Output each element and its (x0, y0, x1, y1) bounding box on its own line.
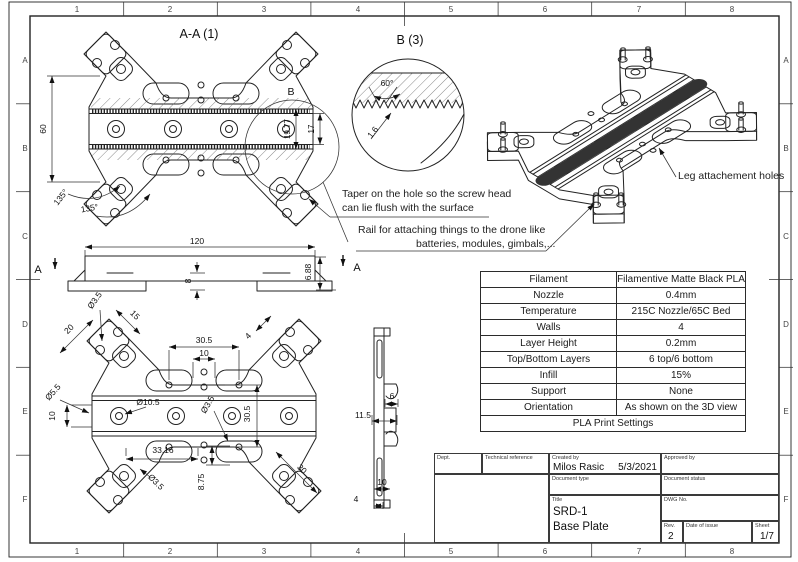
table-row (481, 400, 746, 416)
table-footer: PLA Print Settings (481, 416, 746, 432)
zone-row-right: B (783, 144, 789, 153)
zone-col-top: 3 (261, 5, 267, 14)
document-status-label: Document status (664, 476, 706, 482)
setting-label: Temperature (481, 304, 617, 320)
setting-value: None (617, 384, 746, 400)
dim-height: 60 (38, 124, 48, 134)
dim-clip-gap: 6 (389, 391, 395, 401)
setting-value: 0.4mm (617, 288, 746, 304)
titleblock-empty-cell (434, 474, 549, 543)
tech-ref-label: Technical reference (485, 455, 533, 461)
dim-arm-right: 4 (242, 330, 254, 342)
dim-rail-offset: 10 (47, 411, 57, 421)
setting-value: As shown on the 3D view (617, 400, 746, 416)
zone-col-bottom: 4 (355, 547, 361, 556)
table-row (481, 368, 746, 384)
zone-row-left: F (22, 495, 28, 504)
date-of-issue-label: Date of issue (686, 523, 719, 529)
section-marker-a-right: A (353, 262, 361, 274)
rev-label: Rev. (664, 523, 675, 529)
zone-col-top: 4 (355, 5, 361, 14)
setting-value: 215C Nozzle/65C Bed (617, 304, 746, 320)
titleblock-techref-cell (482, 453, 549, 474)
table-footer-row (481, 416, 746, 432)
dim-hole-offset: 8.75 (196, 473, 206, 491)
view-isometric (472, 41, 772, 233)
dim-angle-bottom: 135° (79, 201, 100, 215)
dim-rail-inner: 17 (307, 124, 316, 134)
titleblock-doctype-cell (549, 474, 661, 495)
dept-label: Dept. (437, 455, 451, 461)
dwg-no-label: DWG No. (664, 497, 688, 503)
view-title: B (3) (396, 33, 424, 47)
view-profile (354, 328, 398, 509)
zone-row-right: C (783, 232, 789, 241)
view-side (34, 236, 361, 300)
document-type-label: Document type (552, 476, 589, 482)
table-row (481, 352, 746, 368)
view-detail-b (350, 33, 466, 171)
zone-col-bottom: 2 (167, 547, 173, 556)
dim-hole-top: Ø3.5 (85, 289, 104, 311)
titleblock-rev-cell (661, 521, 683, 543)
setting-label: Top/Bottom Layers (481, 352, 617, 368)
titleblock-sheet-cell (752, 521, 779, 543)
zone-col-bottom: 3 (261, 547, 267, 556)
zone-row-right: F (783, 495, 789, 504)
zone-col-bottom: 8 (729, 547, 735, 556)
dim-foot: 10 (377, 477, 387, 487)
titleblock-dwg-cell (661, 495, 779, 521)
note-rail-line1: Rail for attaching things to the drone like (358, 224, 546, 236)
setting-value: 6 top/6 bottom (617, 352, 746, 368)
zone-col-bottom: 7 (636, 547, 642, 556)
dim-rail-outer: 19.77 (283, 118, 292, 140)
setting-label: Filament (481, 272, 617, 288)
dim-clip-width: 11.5 (355, 410, 371, 420)
view-plan (43, 290, 321, 513)
created-by-label: Created by (552, 455, 579, 461)
setting-label: Walls (481, 320, 617, 336)
zone-col-bottom: 5 (448, 547, 454, 556)
approved-by-label: Approved by (664, 455, 695, 461)
table-row (481, 304, 746, 320)
setting-value: 4 (617, 320, 746, 336)
zone-col-top: 8 (729, 5, 735, 14)
zone-col-top: 2 (167, 5, 173, 14)
zone-row-left: D (22, 320, 28, 329)
print-settings-table (480, 271, 746, 432)
setting-label: Orientation (481, 400, 617, 416)
setting-label: Support (481, 384, 617, 400)
view-title: A-A (1) (179, 27, 219, 41)
zone-row-left: C (22, 232, 28, 241)
dim-rail-hole: Ø5.5 (42, 381, 63, 403)
section-hatch-top (91, 98, 311, 109)
dim-arm-br: 30 (295, 461, 310, 476)
setting-label: Infill (481, 368, 617, 384)
dim-tooth-depth: 1.6 (365, 124, 381, 140)
detail-b-label: B (287, 86, 295, 98)
dim-hole-bottom: Ø3.5 (146, 471, 167, 492)
dim-slot-width: 33.16 (152, 445, 174, 455)
drawing-title-line1: SRD-1 (553, 506, 588, 518)
dim-slot-vspan: 30.5 (242, 405, 252, 423)
zone-row-left: A (22, 56, 28, 65)
dim-base: 8 (183, 278, 193, 284)
titleblock-created-cell (549, 453, 661, 474)
dim-wall: 4 (353, 494, 359, 504)
table-row (481, 384, 746, 400)
dim-arm-outer: 20 (61, 321, 76, 336)
table-row (481, 336, 746, 352)
view-section-aa (38, 27, 348, 242)
setting-label: Nozzle (481, 288, 617, 304)
dim-hole-mid: Ø3.5 (198, 394, 217, 415)
titleblock-title-cell (549, 495, 661, 543)
rev-value: 2 (668, 531, 674, 542)
section-hatch-bottom (91, 149, 311, 160)
zone-col-top: 6 (542, 5, 548, 14)
title-label: Title (552, 497, 563, 503)
titleblock-dept-cell (434, 453, 482, 474)
zone-col-top: 5 (448, 5, 454, 14)
dim-boss: Ø10.5 (136, 397, 160, 407)
sheet-value: 1/7 (760, 531, 774, 542)
table-row (481, 288, 746, 304)
setting-label: Layer Height (481, 336, 617, 352)
dim-width: 120 (189, 236, 205, 246)
zone-row-left: E (22, 407, 28, 416)
dim-slot-span: 30.5 (195, 335, 213, 345)
dim-hole-span: 10 (199, 348, 209, 358)
created-date: 5/3/2021 (618, 462, 657, 473)
drawing-title-line2: Base Plate (553, 521, 609, 533)
dim-angle-left: 135° (51, 187, 70, 208)
zone-row-right: A (783, 56, 789, 65)
created-by-name: Milos Rasic (553, 462, 605, 473)
titleblock-issue-cell (683, 521, 752, 543)
table-row (481, 320, 746, 336)
zone-col-top: 7 (636, 5, 642, 14)
leg-holes-leader (659, 148, 676, 177)
note-taper-line1: Taper on the hole so the screw head (342, 188, 512, 200)
setting-value: 15% (617, 368, 746, 384)
setting-value: 0.2mm (617, 336, 746, 352)
dim-tooth-angle: 60° (380, 78, 394, 88)
section-marker-a-left: A (34, 264, 42, 276)
zone-row-left: B (22, 144, 28, 153)
note-taper-line2: can lie flush with the surface (342, 202, 474, 214)
table-row (481, 272, 746, 288)
zone-col-bottom: 1 (74, 547, 80, 556)
dim-arm-inner: 15 (128, 307, 143, 322)
titleblock-docstatus-cell (661, 474, 779, 495)
zone-row-right: D (783, 320, 789, 329)
titleblock-approved-cell (661, 453, 779, 474)
zone-row-right: E (783, 407, 789, 416)
sheet-label: Sheet (755, 523, 770, 529)
zone-col-top: 1 (74, 5, 80, 14)
note-rail-line2: batteries, modules, gimbals,... (416, 238, 556, 250)
callout-leg-holes: Leg attachement holes (678, 170, 785, 182)
setting-value: Filamentive Matte Black PLA (617, 272, 746, 288)
dim-height: 6.88 (303, 263, 313, 281)
zone-col-bottom: 6 (542, 547, 548, 556)
